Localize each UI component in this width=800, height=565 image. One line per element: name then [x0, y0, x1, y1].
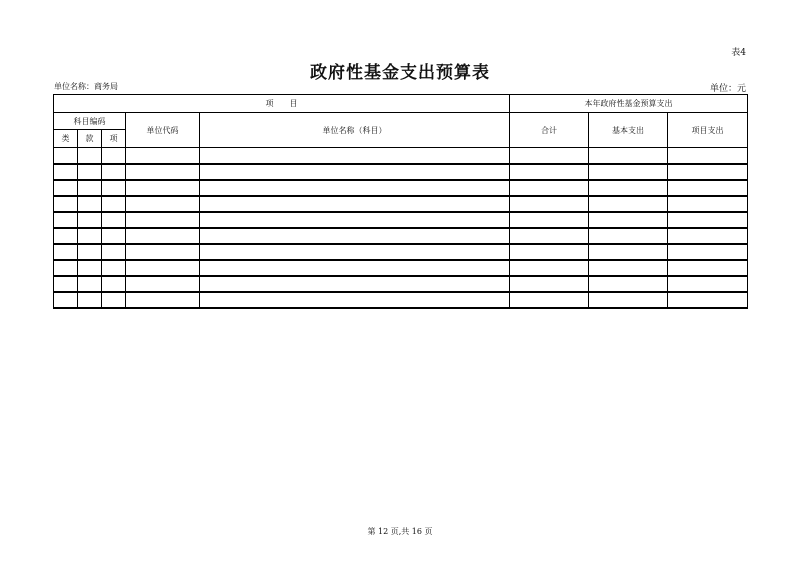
table-cell — [200, 244, 510, 260]
table-cell — [54, 228, 78, 244]
table-cell — [668, 260, 748, 276]
table-row — [54, 212, 748, 228]
table-row — [54, 292, 748, 308]
table-cell — [54, 212, 78, 228]
table-cell — [589, 180, 668, 196]
table-cell — [200, 260, 510, 276]
unit-code-header: 单位代码 — [126, 113, 200, 148]
table-cell — [668, 212, 748, 228]
table-cell — [102, 228, 126, 244]
code-group-header: 科目编码 — [54, 113, 126, 130]
table-cell — [78, 276, 102, 292]
table-cell — [54, 148, 78, 164]
table-cell — [54, 260, 78, 276]
table-cell — [126, 292, 200, 308]
table-cell — [200, 180, 510, 196]
code-class-header: 类 — [54, 130, 78, 148]
table-cell — [200, 196, 510, 212]
table-cell — [200, 164, 510, 180]
table-cell — [668, 244, 748, 260]
table-cell — [126, 244, 200, 260]
table-row — [54, 244, 748, 260]
table-cell — [589, 276, 668, 292]
table-cell — [510, 292, 589, 308]
table-cell — [54, 276, 78, 292]
table-cell — [78, 212, 102, 228]
table-cell — [589, 244, 668, 260]
table-cell — [126, 228, 200, 244]
total-header: 合计 — [510, 113, 589, 148]
table-row — [54, 196, 748, 212]
table-row — [54, 260, 748, 276]
table-cell — [126, 196, 200, 212]
table-cell — [200, 212, 510, 228]
project-group-header: 项 目 — [54, 95, 510, 113]
table-cell — [54, 164, 78, 180]
table-cell — [78, 164, 102, 180]
basic-expense-header: 基本支出 — [589, 113, 668, 148]
table-cell — [668, 228, 748, 244]
table-cell — [54, 196, 78, 212]
table-cell — [126, 212, 200, 228]
table-cell — [668, 164, 748, 180]
table-cell — [78, 148, 102, 164]
table-cell — [54, 292, 78, 308]
table-row — [54, 148, 748, 164]
table-cell — [589, 148, 668, 164]
table-cell — [589, 260, 668, 276]
currency-unit-label: 单位：元 — [709, 84, 746, 94]
table-cell — [102, 260, 126, 276]
table-cell — [668, 276, 748, 292]
table-cell — [510, 196, 589, 212]
table-cell — [668, 292, 748, 308]
table-cell — [126, 260, 200, 276]
table-cell — [78, 244, 102, 260]
header-row-2 — [54, 113, 748, 130]
table-cell — [126, 164, 200, 180]
budget-table — [53, 94, 748, 309]
project-expense-header: 项目支出 — [668, 113, 748, 148]
table-cell — [126, 276, 200, 292]
header-row-1 — [54, 95, 748, 113]
table-cell — [510, 212, 589, 228]
table-cell — [78, 180, 102, 196]
table-cell — [200, 228, 510, 244]
table-cell — [102, 164, 126, 180]
table-cell — [54, 180, 78, 196]
table-cell — [668, 148, 748, 164]
table-cell — [102, 244, 126, 260]
table-row — [54, 276, 748, 292]
table-cell — [668, 180, 748, 196]
table-cell — [126, 148, 200, 164]
table-cell — [102, 276, 126, 292]
table-cell — [54, 244, 78, 260]
code-item-header: 项 — [102, 130, 126, 148]
unit-name-header: 单位名称（科目） — [200, 113, 510, 148]
table-cell — [126, 180, 200, 196]
table-row — [54, 228, 748, 244]
table-cell — [200, 292, 510, 308]
table-cell — [510, 244, 589, 260]
table-cell — [78, 260, 102, 276]
table-cell — [102, 196, 126, 212]
code-section-header: 款 — [78, 130, 102, 148]
table-cell — [510, 164, 589, 180]
table-cell — [102, 292, 126, 308]
table-cell — [102, 212, 126, 228]
table-cell — [78, 228, 102, 244]
table-cell — [589, 228, 668, 244]
table-cell — [589, 164, 668, 180]
table-cell — [102, 148, 126, 164]
table-cell — [200, 276, 510, 292]
table-cell — [510, 148, 589, 164]
table-cell — [668, 196, 748, 212]
table-cell — [510, 228, 589, 244]
table-number: 表4 — [731, 48, 746, 58]
budget-group-header: 本年政府性基金预算支出 — [510, 95, 748, 113]
table-row — [54, 164, 748, 180]
table-cell — [102, 180, 126, 196]
page-number: 第 12 页,共 16 页 — [367, 527, 433, 536]
table-cell — [78, 292, 102, 308]
table-cell — [589, 212, 668, 228]
organization-label: 单位名称：商务局 — [54, 82, 118, 91]
table-row — [54, 180, 748, 196]
table-cell — [589, 292, 668, 308]
page-title: 政府性基金支出预算表 — [310, 63, 490, 83]
table-cell — [510, 276, 589, 292]
table-cell — [78, 196, 102, 212]
table-cell — [200, 148, 510, 164]
table-cell — [510, 180, 589, 196]
table-cell — [510, 260, 589, 276]
table-cell — [589, 196, 668, 212]
